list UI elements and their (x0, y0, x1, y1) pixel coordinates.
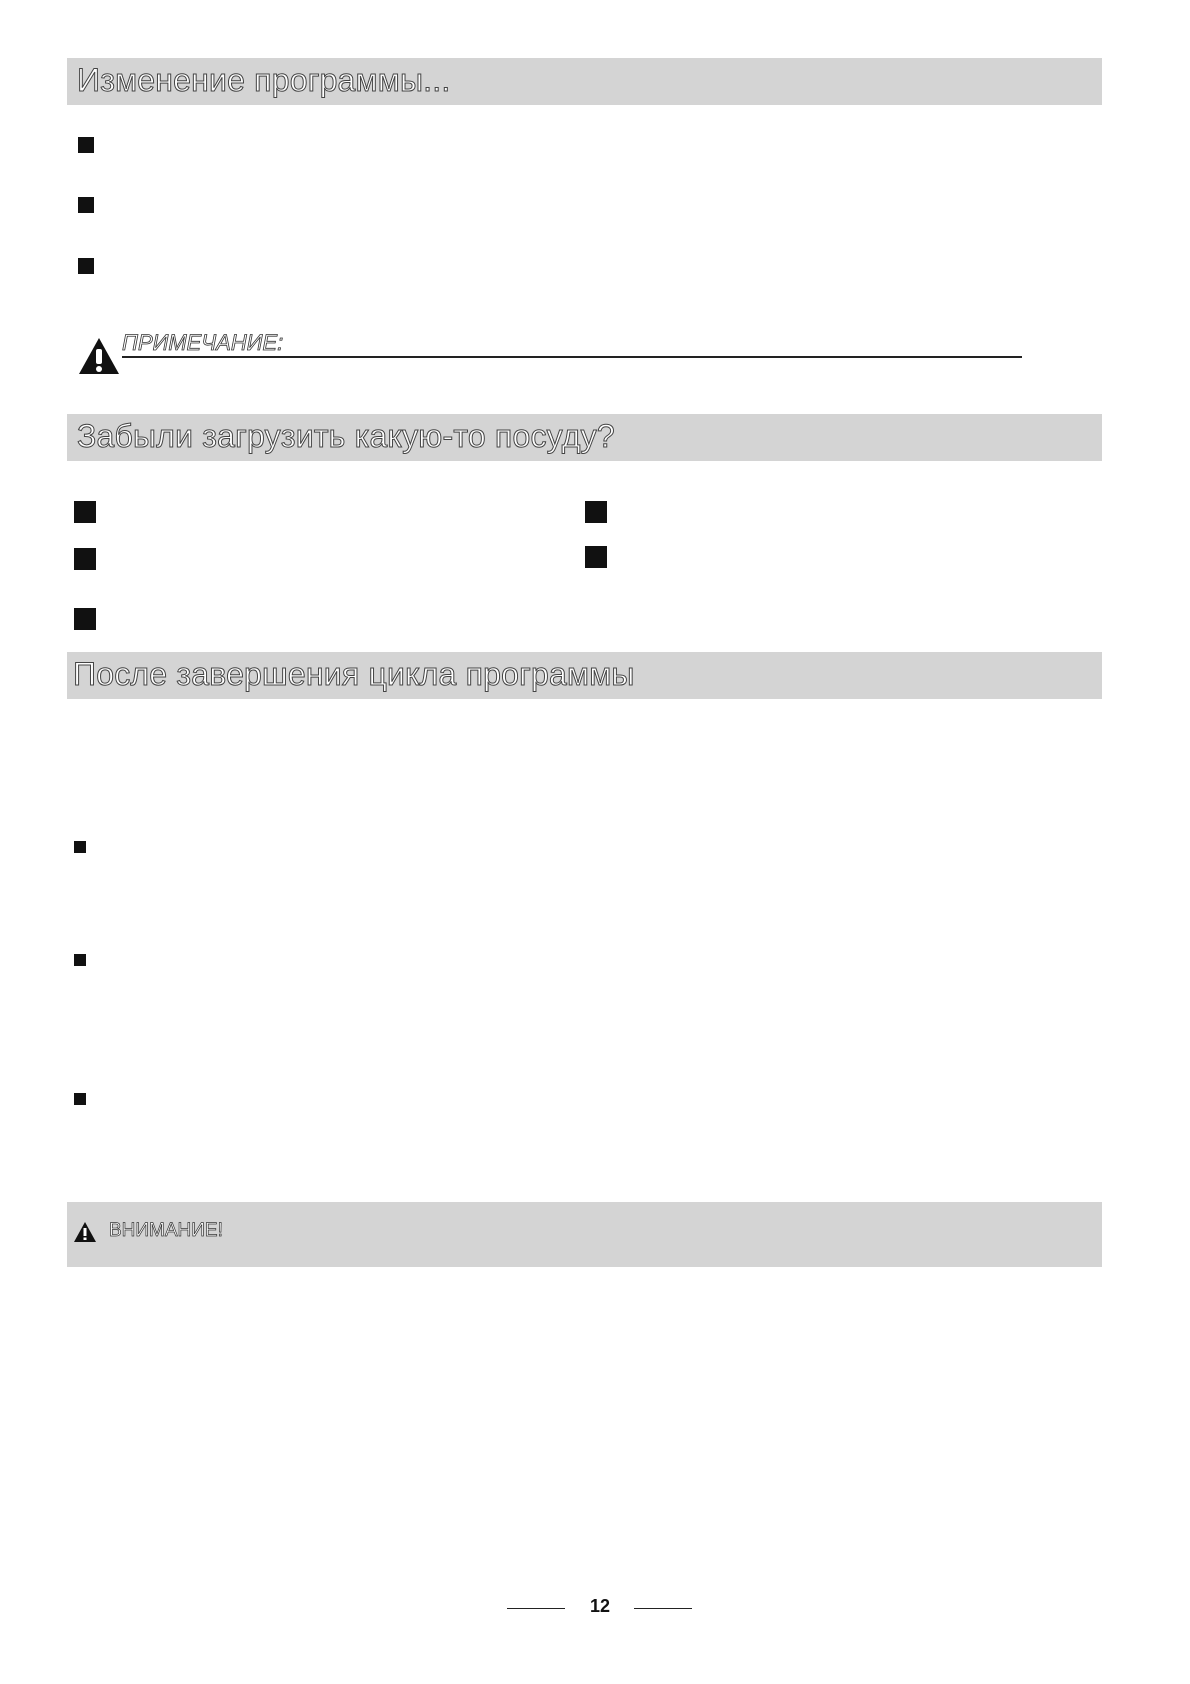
page-number: 12 (589, 1596, 611, 1616)
warning-label: ВНИМАНИЕ! (109, 1220, 223, 1241)
note-label: ПРИМЕЧАНИЕ: (122, 330, 284, 355)
bullet-square (78, 258, 94, 274)
bullet-square (74, 501, 96, 523)
note-divider (122, 356, 1022, 358)
bullet-square (78, 137, 94, 153)
bullet-square (74, 608, 96, 630)
page-number-rule-left (507, 1608, 565, 1609)
bullet-square (74, 954, 86, 966)
section-title: Забыли загрузить какую-то посуду? (77, 418, 615, 454)
bullet-square (585, 501, 607, 523)
bullet-square (74, 548, 96, 570)
section-header-after-cycle (67, 652, 1102, 699)
bullet-square (74, 1093, 86, 1105)
section-header-change-program (67, 58, 1102, 105)
section-title: После завершения цикла программы (73, 656, 635, 692)
warning-box (67, 1202, 1102, 1267)
bullet-square (78, 197, 94, 213)
warning-triangle-icon (77, 336, 121, 376)
page-number-rule-right (634, 1608, 692, 1609)
bullet-square (585, 546, 607, 568)
section-title: Изменение программы... (77, 62, 451, 98)
section-header-forgot-dish (67, 414, 1102, 461)
warning-triangle-icon (73, 1221, 97, 1243)
bullet-square (74, 841, 86, 853)
